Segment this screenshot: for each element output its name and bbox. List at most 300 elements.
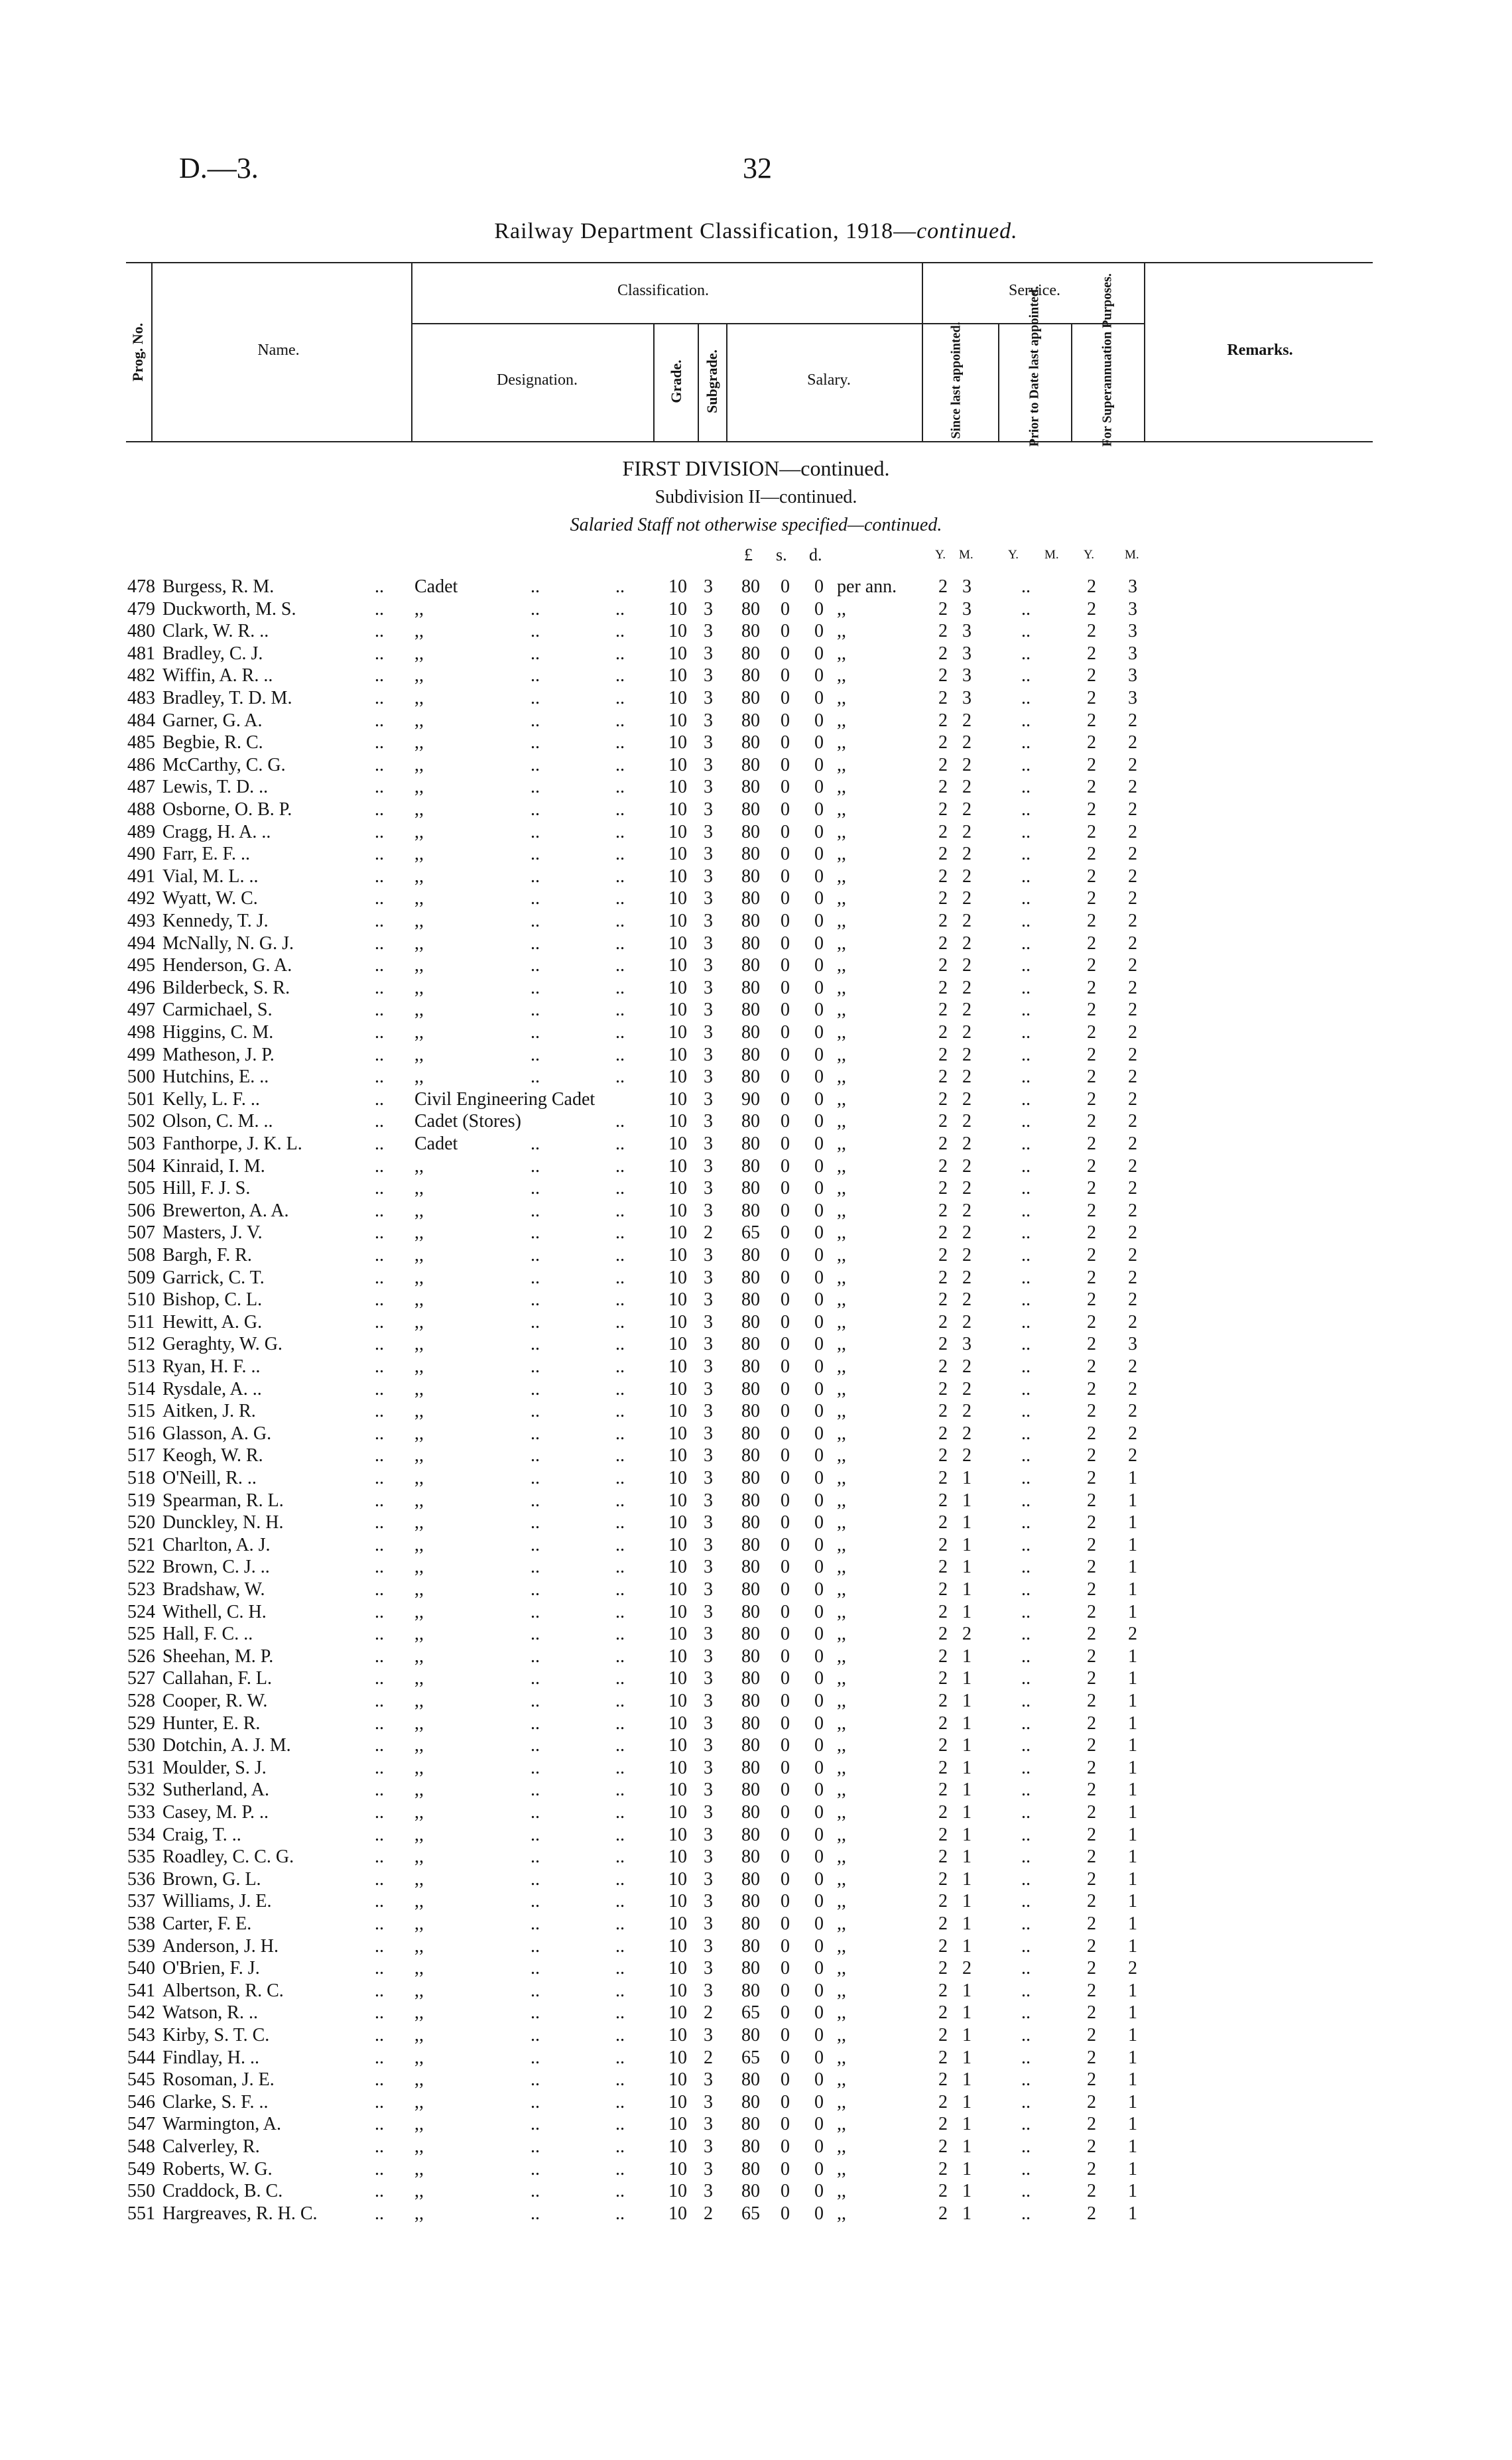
salary-pounds: 80 bbox=[741, 1334, 760, 1355]
superannuation-years: 2 bbox=[1087, 1401, 1096, 1422]
salary-pence: 0 bbox=[814, 1579, 824, 1600]
since-last-months: 1 bbox=[962, 1802, 972, 1823]
leader-dots: .. bbox=[615, 1022, 625, 1043]
table-row bbox=[0, 1601, 1512, 1623]
superannuation-years: 2 bbox=[1087, 1579, 1096, 1600]
superannuation-months: 2 bbox=[1128, 1200, 1137, 1221]
salary-period: ,, bbox=[837, 799, 846, 820]
since-last-years: 2 bbox=[938, 844, 948, 865]
since-last-months: 2 bbox=[962, 1624, 972, 1645]
salary-pence: 0 bbox=[814, 1267, 824, 1288]
since-last-months: 2 bbox=[962, 933, 972, 954]
prior-to-appointment: .. bbox=[1021, 888, 1031, 909]
leader-dots: .. bbox=[531, 1646, 540, 1667]
since-last-years: 2 bbox=[938, 1691, 948, 1711]
superannuation-months: 2 bbox=[1128, 1267, 1137, 1288]
salary-pounds: 80 bbox=[741, 2025, 760, 2045]
subgrade: 3 bbox=[704, 866, 713, 887]
col-service: Service. bbox=[1009, 282, 1060, 299]
staff-name: Hutchins, E. .. bbox=[162, 1067, 269, 1088]
since-last-months: 2 bbox=[962, 1267, 972, 1288]
prior-to-appointment: .. bbox=[1021, 1624, 1031, 1645]
salary-period: ,, bbox=[837, 2158, 846, 2179]
staff-name: Cooper, R. W. bbox=[162, 1691, 268, 1711]
since-last-months: 2 bbox=[962, 1245, 972, 1265]
superannuation-months: 2 bbox=[1128, 844, 1137, 865]
salary-period: ,, bbox=[837, 1067, 846, 1088]
designation: Civil Engineering Cadet bbox=[414, 1088, 596, 1110]
staff-name: Craddock, B. C. bbox=[162, 2181, 283, 2202]
superannuation-years: 2 bbox=[1087, 1111, 1096, 1132]
salary-pounds: 80 bbox=[741, 1178, 760, 1199]
leader-dots: .. bbox=[531, 1735, 540, 1756]
since-last-months: 1 bbox=[962, 2025, 972, 2045]
salary-shillings: 0 bbox=[781, 799, 790, 820]
leader-dots: .. bbox=[375, 1356, 384, 1377]
prior-to-appointment: .. bbox=[1021, 1601, 1031, 1622]
prior-to-appointment: .. bbox=[1021, 1512, 1031, 1533]
leader-dots: .. bbox=[615, 754, 625, 775]
subgrade: 3 bbox=[704, 576, 713, 597]
leader-dots: .. bbox=[375, 2025, 384, 2045]
leader-dots: .. bbox=[531, 1222, 540, 1244]
grade: 10 bbox=[668, 2025, 687, 2045]
divider-service-1 bbox=[998, 323, 999, 441]
prog-no: 533 bbox=[127, 1802, 155, 1823]
superannuation-months: 2 bbox=[1128, 1401, 1137, 1422]
since-last-years: 2 bbox=[938, 933, 948, 954]
since-last-months: 1 bbox=[962, 1557, 972, 1578]
table-row bbox=[0, 1690, 1512, 1712]
prog-no: 519 bbox=[127, 1490, 155, 1511]
superannuation-months: 2 bbox=[1128, 888, 1137, 909]
since-last-months: 2 bbox=[962, 1378, 972, 1399]
since-last-months: 1 bbox=[962, 2002, 972, 2024]
salary-pence: 0 bbox=[814, 1624, 824, 1645]
subgrade: 3 bbox=[704, 1468, 713, 1488]
leader-dots: .. bbox=[375, 1133, 384, 1154]
prior-to-appointment: .. bbox=[1021, 977, 1031, 998]
staff-name: Brown, C. J. .. bbox=[162, 1557, 270, 1578]
designation: ,, bbox=[414, 1289, 424, 1311]
subgrade: 3 bbox=[704, 1691, 713, 1711]
salary-shillings: 0 bbox=[781, 977, 790, 998]
designation: ,, bbox=[414, 1935, 424, 1957]
salary-shillings: 0 bbox=[781, 576, 790, 597]
leader-dots: .. bbox=[531, 1356, 540, 1377]
staff-name: Hunter, E. R. bbox=[162, 1713, 261, 1734]
prior-to-appointment: .. bbox=[1021, 1735, 1031, 1756]
since-last-months: 3 bbox=[962, 665, 972, 686]
subgrade: 3 bbox=[704, 1088, 713, 1110]
leader-dots: .. bbox=[615, 911, 625, 931]
staff-name: Sutherland, A. bbox=[162, 1780, 269, 1801]
since-last-years: 2 bbox=[938, 1958, 948, 1979]
leader-dots: .. bbox=[615, 844, 625, 865]
staff-name: Bradshaw, W. bbox=[162, 1579, 265, 1600]
since-last-months: 2 bbox=[962, 1445, 972, 1466]
subgrade: 3 bbox=[704, 1579, 713, 1600]
salary-period: ,, bbox=[837, 710, 846, 731]
since-last-years: 2 bbox=[938, 1624, 948, 1645]
salary-pence: 0 bbox=[814, 1401, 824, 1422]
salary-pence: 0 bbox=[814, 1000, 824, 1021]
leader-dots: .. bbox=[615, 2002, 625, 2024]
salary-period: ,, bbox=[837, 1601, 846, 1622]
divider-grade-sub bbox=[698, 323, 699, 441]
leader-dots: .. bbox=[375, 1980, 384, 2001]
staff-name: Roadley, C. C. G. bbox=[162, 1846, 294, 1868]
salary-period: ,, bbox=[837, 1913, 846, 1934]
grade: 10 bbox=[668, 2203, 687, 2224]
leader-dots: .. bbox=[531, 1445, 540, 1466]
prior-to-appointment: .. bbox=[1021, 754, 1031, 775]
salary-period: ,, bbox=[837, 1378, 846, 1399]
since-last-years: 2 bbox=[938, 1980, 948, 2001]
table-row bbox=[0, 2047, 1512, 2069]
leader-dots: .. bbox=[531, 888, 540, 909]
since-last-months: 2 bbox=[962, 911, 972, 931]
prog-no: 521 bbox=[127, 1534, 155, 1555]
salary-shillings: 0 bbox=[781, 1378, 790, 1399]
salary-pounds: 80 bbox=[741, 1311, 760, 1332]
since-last-years: 2 bbox=[938, 911, 948, 931]
salary-pence: 0 bbox=[814, 1557, 824, 1578]
salary-shillings: 0 bbox=[781, 1334, 790, 1355]
since-last-months: 1 bbox=[962, 2114, 972, 2135]
leader-dots: .. bbox=[531, 2091, 540, 2112]
leader-dots: .. bbox=[531, 2069, 540, 2091]
since-last-years: 2 bbox=[938, 688, 948, 708]
salary-pounds: 80 bbox=[741, 2091, 760, 2112]
leader-dots: .. bbox=[375, 844, 384, 865]
subgrade: 3 bbox=[704, 1824, 713, 1845]
salary-period: ,, bbox=[837, 643, 846, 664]
salary-pence: 0 bbox=[814, 1824, 824, 1845]
leader-dots: .. bbox=[615, 1178, 625, 1199]
subgrade: 2 bbox=[704, 2047, 713, 2068]
page-number: 32 bbox=[743, 152, 772, 184]
grade: 10 bbox=[668, 1423, 687, 1444]
superannuation-months: 2 bbox=[1128, 866, 1137, 887]
designation: ,, bbox=[414, 1067, 424, 1088]
prog-no: 494 bbox=[127, 933, 155, 954]
since-last-years: 2 bbox=[938, 1155, 948, 1177]
salary-period: ,, bbox=[837, 1334, 846, 1355]
designation: ,, bbox=[414, 710, 424, 731]
staff-name: Kirby, S. T. C. bbox=[162, 2025, 270, 2045]
superannuation-years: 2 bbox=[1087, 1022, 1096, 1043]
superannuation-months: 2 bbox=[1128, 933, 1137, 954]
superannuation-years: 2 bbox=[1087, 1468, 1096, 1488]
since-last-months: 2 bbox=[962, 1000, 972, 1021]
grade: 10 bbox=[668, 844, 687, 865]
since-last-months: 2 bbox=[962, 1178, 972, 1199]
superannuation-years: 2 bbox=[1087, 1691, 1096, 1711]
superannuation-years: 2 bbox=[1087, 621, 1096, 642]
document-reference: D.—3. bbox=[179, 152, 259, 184]
salary-pounds: 80 bbox=[741, 1824, 760, 1845]
table-row bbox=[0, 866, 1512, 887]
salary-pence: 0 bbox=[814, 643, 824, 664]
superannuation-years: 2 bbox=[1087, 888, 1096, 909]
salary-shillings: 0 bbox=[781, 1579, 790, 1600]
leader-dots: .. bbox=[375, 1067, 384, 1088]
prior-to-appointment: .. bbox=[1021, 1935, 1031, 1957]
since-last-years: 2 bbox=[938, 1311, 948, 1332]
table-row bbox=[0, 776, 1512, 798]
unit-m-3: M. bbox=[1125, 548, 1139, 562]
leader-dots: .. bbox=[375, 1334, 384, 1355]
col-designation: Designation. bbox=[497, 371, 578, 389]
staff-name: Anderson, J. H. bbox=[162, 1935, 279, 1957]
superannuation-years: 2 bbox=[1087, 2203, 1096, 2224]
prog-no: 497 bbox=[127, 1000, 155, 1021]
header-bottom-rule bbox=[126, 441, 1373, 442]
unit-pence: d. bbox=[809, 545, 822, 564]
prog-no: 501 bbox=[127, 1088, 155, 1110]
superannuation-years: 2 bbox=[1087, 1624, 1096, 1645]
since-last-months: 2 bbox=[962, 1044, 972, 1065]
leader-dots: .. bbox=[615, 1824, 625, 1845]
salary-shillings: 0 bbox=[781, 1356, 790, 1377]
leader-dots: .. bbox=[615, 799, 625, 820]
designation: ,, bbox=[414, 598, 424, 619]
subgrade: 3 bbox=[704, 933, 713, 954]
grade: 10 bbox=[668, 1267, 687, 1288]
salary-pounds: 80 bbox=[741, 2181, 760, 2202]
prior-to-appointment: .. bbox=[1021, 1958, 1031, 1979]
salary-pounds: 80 bbox=[741, 1267, 760, 1288]
grade: 10 bbox=[668, 1468, 687, 1488]
superannuation-months: 3 bbox=[1128, 1334, 1137, 1355]
salary-pounds: 80 bbox=[741, 1601, 760, 1622]
salary-period: ,, bbox=[837, 1022, 846, 1043]
since-last-years: 2 bbox=[938, 955, 948, 976]
grade: 10 bbox=[668, 1378, 687, 1399]
salary-pounds: 80 bbox=[741, 1713, 760, 1734]
superannuation-months: 3 bbox=[1128, 643, 1137, 664]
superannuation-years: 2 bbox=[1087, 1802, 1096, 1823]
col-grade: Grade. bbox=[668, 359, 684, 403]
salary-pence: 0 bbox=[814, 1534, 824, 1555]
staff-name: McCarthy, C. G. bbox=[162, 754, 286, 775]
table-row bbox=[0, 821, 1512, 843]
leader-dots: .. bbox=[615, 1757, 625, 1778]
since-last-months: 3 bbox=[962, 576, 972, 597]
leader-dots: .. bbox=[615, 888, 625, 909]
since-last-months: 2 bbox=[962, 955, 972, 976]
divider-service-remarks bbox=[1144, 262, 1145, 441]
superannuation-years: 2 bbox=[1087, 1846, 1096, 1868]
salary-shillings: 0 bbox=[781, 1557, 790, 1578]
superannuation-years: 2 bbox=[1087, 732, 1096, 753]
since-last-months: 1 bbox=[962, 1713, 972, 1734]
leader-dots: .. bbox=[615, 2203, 625, 2224]
grade: 10 bbox=[668, 2091, 687, 2112]
designation: ,, bbox=[414, 2136, 424, 2157]
salary-shillings: 0 bbox=[781, 1289, 790, 1311]
staff-name: Wiffin, A. R. .. bbox=[162, 665, 273, 686]
leader-dots: .. bbox=[531, 1378, 540, 1399]
leader-dots: .. bbox=[531, 1958, 540, 1979]
prog-no: 534 bbox=[127, 1824, 155, 1845]
table-row bbox=[0, 1423, 1512, 1445]
leader-dots: .. bbox=[375, 1155, 384, 1177]
salary-shillings: 0 bbox=[781, 1668, 790, 1689]
staff-name: Bilderbeck, S. R. bbox=[162, 977, 290, 998]
leader-dots: .. bbox=[375, 1757, 384, 1778]
leader-dots: .. bbox=[375, 1646, 384, 1667]
prior-to-appointment: .. bbox=[1021, 2114, 1031, 2135]
prior-to-appointment: .. bbox=[1021, 933, 1031, 954]
leader-dots: .. bbox=[531, 1757, 540, 1778]
since-last-years: 2 bbox=[938, 1245, 948, 1265]
prog-no: 492 bbox=[127, 888, 155, 909]
table-row bbox=[0, 2158, 1512, 2180]
salary-pounds: 80 bbox=[741, 844, 760, 865]
salary-pounds: 80 bbox=[741, 1155, 760, 1177]
since-last-months: 2 bbox=[962, 821, 972, 842]
staff-name: Rysdale, A. .. bbox=[162, 1378, 262, 1399]
since-last-months: 2 bbox=[962, 1155, 972, 1177]
prior-to-appointment: .. bbox=[1021, 1334, 1031, 1355]
salary-period: ,, bbox=[837, 1423, 846, 1444]
salary-pounds: 80 bbox=[741, 1646, 760, 1667]
salary-pounds: 80 bbox=[741, 1289, 760, 1311]
grade: 10 bbox=[668, 732, 687, 753]
salary-pence: 0 bbox=[814, 955, 824, 976]
since-last-years: 2 bbox=[938, 1891, 948, 1912]
prior-to-appointment: .. bbox=[1021, 688, 1031, 708]
staff-name: Craig, T. .. bbox=[162, 1824, 241, 1845]
designation: ,, bbox=[414, 1713, 424, 1734]
table-row bbox=[0, 1868, 1512, 1890]
since-last-years: 2 bbox=[938, 2136, 948, 2157]
prior-to-appointment: .. bbox=[1021, 1668, 1031, 1689]
leader-dots: .. bbox=[615, 1111, 625, 1132]
superannuation-months: 1 bbox=[1128, 2136, 1137, 2157]
salary-period: ,, bbox=[837, 1668, 846, 1689]
since-last-years: 2 bbox=[938, 1445, 948, 1466]
salary-period: ,, bbox=[837, 1824, 846, 1845]
leader-dots: .. bbox=[615, 1713, 625, 1734]
prog-no: 524 bbox=[127, 1601, 155, 1622]
staff-name: Olson, C. M. .. bbox=[162, 1111, 273, 1132]
salary-pence: 0 bbox=[814, 1044, 824, 1065]
leader-dots: .. bbox=[375, 1668, 384, 1689]
superannuation-years: 2 bbox=[1087, 643, 1096, 664]
staff-name: Bradley, C. J. bbox=[162, 643, 263, 664]
superannuation-years: 2 bbox=[1087, 1868, 1096, 1890]
superannuation-years: 2 bbox=[1087, 1780, 1096, 1801]
grade: 10 bbox=[668, 1980, 687, 2001]
table-row bbox=[0, 2113, 1512, 2135]
staff-name: Glasson, A. G. bbox=[162, 1423, 272, 1444]
leader-dots: .. bbox=[375, 821, 384, 842]
since-last-months: 2 bbox=[962, 1111, 972, 1132]
leader-dots: .. bbox=[375, 688, 384, 708]
salary-pence: 0 bbox=[814, 1155, 824, 1177]
staff-name: Kennedy, T. J. bbox=[162, 911, 269, 931]
table-row bbox=[0, 1623, 1512, 1645]
table-row bbox=[0, 1890, 1512, 1912]
salary-pounds: 80 bbox=[741, 665, 760, 686]
superannuation-years: 2 bbox=[1087, 1557, 1096, 1578]
leader-dots: .. bbox=[375, 1088, 384, 1110]
table-row bbox=[0, 2180, 1512, 2202]
table-row bbox=[0, 1378, 1512, 1400]
leader-dots: .. bbox=[375, 2181, 384, 2202]
staff-name: Burgess, R. M. bbox=[162, 576, 275, 597]
superannuation-months: 1 bbox=[1128, 2091, 1137, 2112]
salary-pence: 0 bbox=[814, 2136, 824, 2157]
salary-shillings: 0 bbox=[781, 1735, 790, 1756]
salary-pence: 0 bbox=[814, 1868, 824, 1890]
superannuation-months: 1 bbox=[1128, 2002, 1137, 2024]
superannuation-months: 1 bbox=[1128, 1891, 1137, 1912]
superannuation-months: 1 bbox=[1128, 1757, 1137, 1778]
grade: 10 bbox=[668, 754, 687, 775]
superannuation-years: 2 bbox=[1087, 1646, 1096, 1667]
leader-dots: .. bbox=[375, 1891, 384, 1912]
table-row bbox=[0, 2203, 1512, 2225]
staff-name: Vial, M. L. .. bbox=[162, 866, 259, 887]
subgrade: 3 bbox=[704, 1512, 713, 1533]
leader-dots: .. bbox=[375, 598, 384, 619]
prog-no: 526 bbox=[127, 1646, 155, 1667]
leader-dots: .. bbox=[531, 1624, 540, 1645]
superannuation-months: 2 bbox=[1128, 1624, 1137, 1645]
leader-dots: .. bbox=[375, 1557, 384, 1578]
prog-no: 505 bbox=[127, 1178, 155, 1199]
designation: ,, bbox=[414, 1868, 424, 1890]
subgrade: 3 bbox=[704, 643, 713, 664]
prog-no: 511 bbox=[127, 1311, 155, 1332]
prior-to-appointment: .. bbox=[1021, 598, 1031, 619]
salary-pounds: 80 bbox=[741, 1133, 760, 1154]
since-last-months: 1 bbox=[962, 2047, 972, 2068]
subgrade: 3 bbox=[704, 1868, 713, 1890]
designation: ,, bbox=[414, 2069, 424, 2091]
leader-dots: .. bbox=[531, 1423, 540, 1444]
superannuation-years: 2 bbox=[1087, 2002, 1096, 2024]
superannuation-months: 1 bbox=[1128, 1935, 1137, 1957]
designation: ,, bbox=[414, 1557, 424, 1578]
subgrade: 3 bbox=[704, 1378, 713, 1399]
table-row bbox=[0, 710, 1512, 732]
leader-dots: .. bbox=[375, 1178, 384, 1199]
superannuation-months: 1 bbox=[1128, 1868, 1137, 1890]
prog-no: 514 bbox=[127, 1378, 155, 1399]
unit-m-1: M. bbox=[959, 548, 974, 562]
salary-pence: 0 bbox=[814, 1445, 824, 1466]
grade: 10 bbox=[668, 1245, 687, 1265]
prog-no: 543 bbox=[127, 2025, 155, 2045]
salary-pence: 0 bbox=[814, 933, 824, 954]
leader-dots: .. bbox=[531, 2047, 540, 2068]
salary-period: ,, bbox=[837, 1579, 846, 1600]
leader-dots: .. bbox=[375, 1691, 384, 1711]
grade: 10 bbox=[668, 1178, 687, 1199]
leader-dots: .. bbox=[531, 576, 540, 597]
superannuation-years: 2 bbox=[1087, 799, 1096, 820]
prog-no: 548 bbox=[127, 2136, 155, 2157]
since-last-months: 1 bbox=[962, 1579, 972, 1600]
salary-pounds: 80 bbox=[741, 1802, 760, 1823]
staff-name: Hargreaves, R. H. C. bbox=[162, 2203, 318, 2224]
prog-no: 510 bbox=[127, 1289, 155, 1311]
